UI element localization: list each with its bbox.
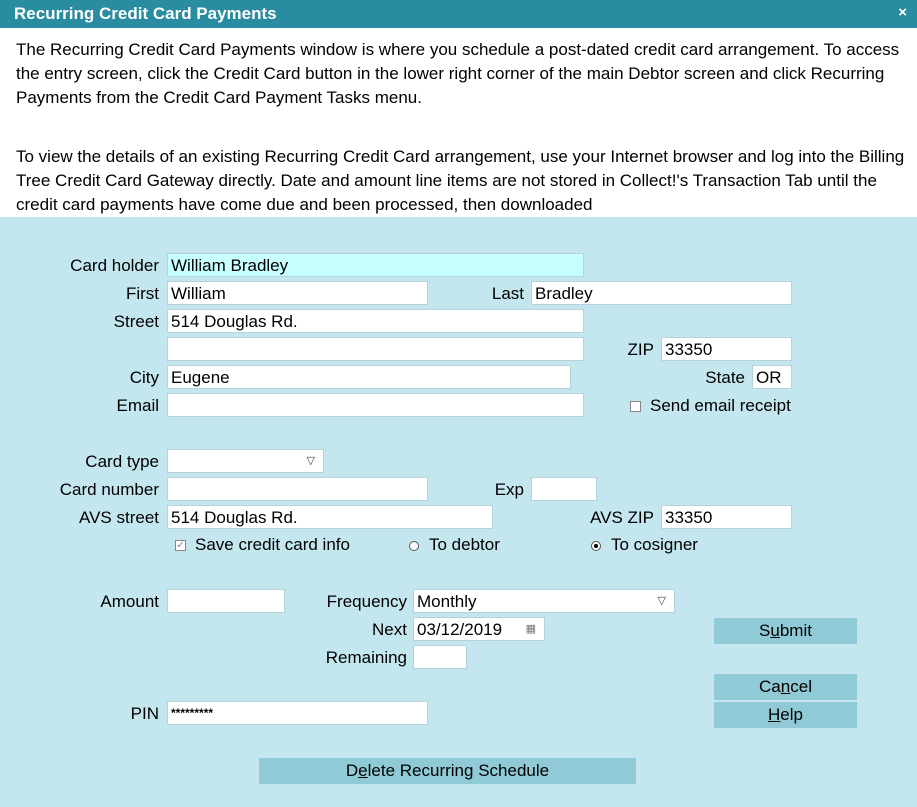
frequency-dropdown[interactable]	[413, 589, 675, 613]
to-debtor-radio[interactable]	[409, 541, 419, 551]
last-name-label: Last	[491, 284, 524, 303]
next-date-field[interactable]	[413, 617, 545, 641]
card-type-dropdown[interactable]	[167, 449, 324, 473]
info-paragraph-1: The Recurring Credit Card Payments window is where you schedule a post-dated credit card arrangement. To access the entry screen, click the Credit Card button in the lower right corner of the main Debtor screen and click Recurring Payments from the Credit Card Payment Tasks menu.	[16, 40, 900, 107]
save-card-info-label: Save credit card info	[195, 535, 350, 554]
help-button[interactable]: Help	[714, 702, 857, 728]
frequency-label: Frequency	[326, 592, 407, 611]
city-label: City	[129, 368, 159, 387]
remaining-field[interactable]	[413, 645, 467, 669]
card-number-label: Card number	[59, 480, 159, 499]
calendar-icon[interactable]: ▦	[525, 623, 536, 635]
close-icon[interactable]: ×	[898, 4, 907, 21]
pin-label: PIN	[130, 704, 159, 723]
card-type-label: Card type	[85, 452, 159, 471]
card-number-field[interactable]	[167, 477, 428, 501]
first-name-field[interactable]: William	[167, 281, 428, 305]
save-card-info-checkbox[interactable]: ✓	[176, 540, 185, 551]
send-email-receipt-label: Send email receipt	[650, 396, 791, 415]
info-paragraph-2: To view the details of an existing Recurring Credit Card arrangement, use your Internet browser and log into the Billing Tree Credit Card Gateway directly. Date and amount line items are not stored in Collect!'s Transaction Tab until the credit card payments have come due and been processed, then downloaded	[16, 147, 905, 214]
to-cosigner-radio[interactable]	[591, 541, 601, 551]
card-holder-label: Card holder	[70, 256, 159, 275]
street2-field[interactable]	[167, 337, 584, 361]
next-date-label: Next	[372, 620, 407, 639]
avs-zip-field[interactable]: 33350	[661, 505, 792, 529]
zip-field[interactable]: 33350	[661, 337, 792, 361]
next-date-value: 03/12/2019	[417, 620, 503, 639]
pin-field[interactable]: *********	[167, 701, 428, 725]
zip-label: ZIP	[627, 340, 654, 359]
email-label: Email	[116, 396, 159, 415]
title-bar	[0, 0, 917, 28]
info-panel	[0, 28, 917, 217]
avs-zip-label: AVS ZIP	[590, 508, 654, 527]
avs-street-field[interactable]: 514 Douglas Rd.	[167, 505, 493, 529]
exp-label: Exp	[494, 480, 524, 499]
street-label: Street	[113, 312, 159, 331]
chevron-down-icon[interactable]: ▽	[306, 455, 315, 467]
frequency-value: Monthly	[417, 592, 477, 611]
remaining-label: Remaining	[325, 648, 407, 667]
state-field[interactable]: OR	[752, 365, 792, 389]
last-name-field[interactable]: Bradley	[531, 281, 792, 305]
to-debtor-label: To debtor	[429, 535, 500, 554]
city-field[interactable]: Eugene	[167, 365, 571, 389]
street-field[interactable]: 514 Douglas Rd.	[167, 309, 584, 333]
to-cosigner-label: To cosigner	[611, 535, 698, 554]
amount-label: Amount	[100, 592, 159, 611]
amount-field[interactable]	[167, 589, 285, 613]
submit-button[interactable]: Submit	[714, 618, 857, 644]
email-field[interactable]	[167, 393, 584, 417]
delete-recurring-schedule-button[interactable]: Delete Recurring Schedule	[259, 758, 636, 784]
card-holder-field[interactable]: William Bradley	[167, 253, 584, 277]
window-title: Recurring Credit Card Payments	[14, 4, 277, 23]
state-label: State	[705, 368, 745, 387]
send-email-receipt-checkbox[interactable]	[630, 401, 641, 412]
first-name-label: First	[125, 284, 159, 303]
chevron-down-icon[interactable]: ▽	[657, 595, 666, 607]
avs-street-label: AVS street	[79, 508, 159, 527]
exp-field[interactable]	[531, 477, 597, 501]
cancel-button[interactable]: Cancel	[714, 674, 857, 700]
